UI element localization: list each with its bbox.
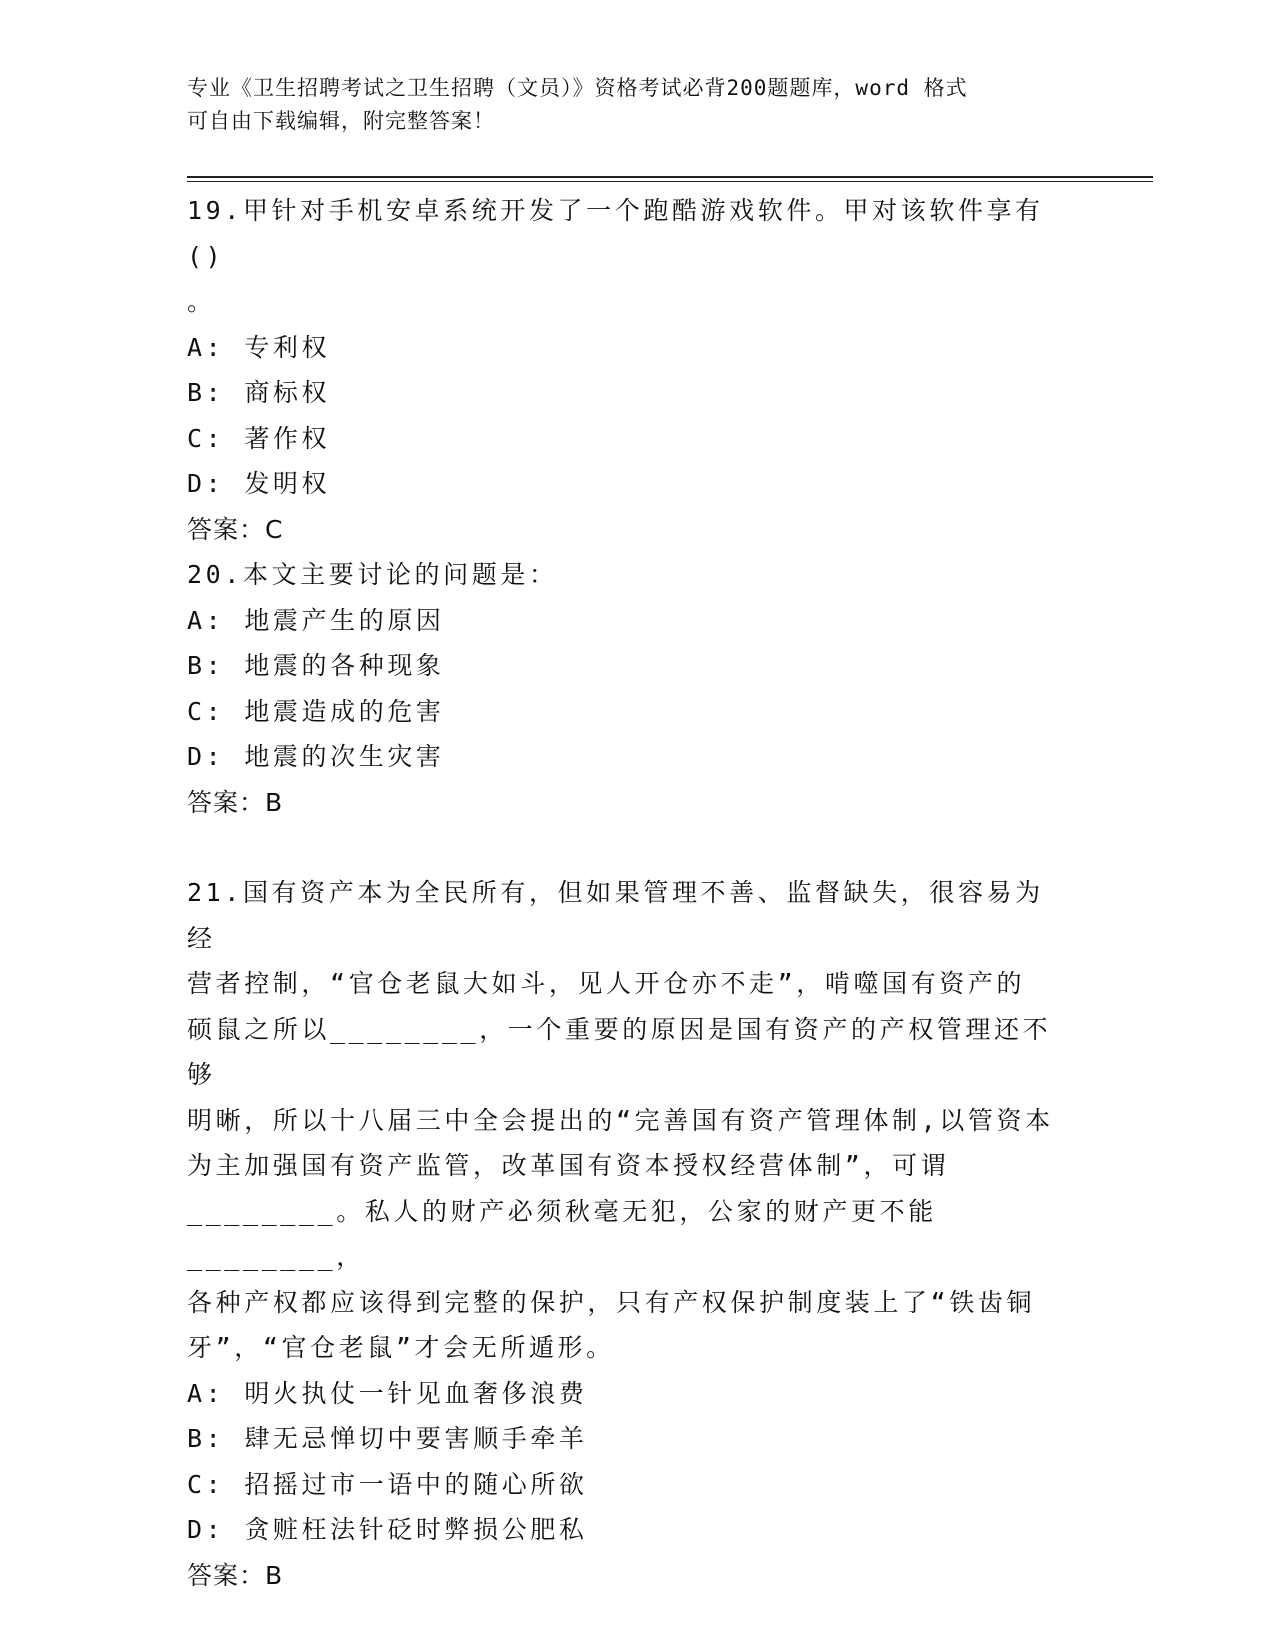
option-text: 专利权	[244, 332, 331, 362]
option-text: 商标权	[244, 378, 331, 407]
question-stem-line: 21.国有资产本为全民所有，但如果管理不善、监督缺失，很容易为经	[187, 878, 1044, 953]
option-letter: B:	[187, 651, 225, 680]
option-letter: C:	[187, 423, 225, 453]
header-divider-thin	[187, 181, 1153, 182]
option-text: 地震的次生灾害	[244, 742, 445, 771]
answer-line: 答案：C	[187, 514, 284, 544]
option-letter: C:	[187, 1469, 225, 1499]
option-a	[187, 598, 1067, 644]
document-header	[187, 72, 1087, 138]
option-b	[187, 643, 1067, 689]
option-b	[187, 1416, 1067, 1462]
option-d	[187, 1507, 1067, 1553]
option-d	[187, 461, 1067, 507]
question-stem-line: 牙”，“官仓老鼠”才会无所遁形。	[187, 1333, 615, 1362]
question-stem-line: 为主加强国有资产监管，改革国有资本授权经营体制”，可谓	[187, 1151, 950, 1180]
option-letter: D:	[187, 1515, 225, 1544]
header-line-2: 可自由下载编辑，附完整答案！	[187, 109, 495, 133]
question-19	[187, 188, 1067, 552]
question-21	[187, 870, 1067, 1598]
option-a	[187, 325, 1067, 371]
option-text: 明火执仗一针见血奢侈浪费	[244, 1378, 588, 1408]
header-divider-thick	[187, 176, 1153, 178]
option-letter: D:	[187, 742, 225, 771]
question-stem-line: 硕鼠之所以________，一个重要的原因是国有资产的产权管理还不够	[187, 1014, 1052, 1089]
option-text: 招摇过市一语中的随心所欲	[244, 1469, 588, 1499]
option-d	[187, 734, 1067, 780]
question-stem-line: ________。私人的财产必须秋毫无犯，公家的财产更不能________，	[187, 1196, 937, 1271]
option-letter: C:	[187, 696, 225, 726]
option-text: 贪赃枉法针砭时弊损公肥私	[244, 1515, 588, 1544]
option-text: 地震的各种现象	[244, 651, 445, 680]
option-a	[187, 1371, 1067, 1417]
option-letter: A:	[187, 1378, 225, 1408]
question-20	[187, 552, 1067, 825]
question-stem-line: 20.本文主要讨论的问题是：	[187, 560, 558, 589]
answer-line: 答案：B	[187, 787, 284, 817]
option-c	[187, 416, 1067, 462]
option-b	[187, 370, 1067, 416]
option-c	[187, 1462, 1067, 1508]
option-c	[187, 689, 1067, 735]
question-stem-line: 19.甲针对手机安卓系统开发了一个跑酷游戏软件。甲对该软件享有()	[187, 196, 1044, 271]
option-text: 地震产生的原因	[244, 605, 445, 635]
question-stem-line: 明晰，所以十八届三中全会提出的“完善国有资产管理体制,以管资本	[187, 1105, 1054, 1135]
option-letter: B:	[187, 378, 225, 407]
option-text: 发明权	[244, 469, 331, 498]
option-letter: B:	[187, 1424, 225, 1453]
answer-line: 答案：B	[187, 1560, 284, 1590]
option-letter: A:	[187, 605, 225, 635]
option-text: 肆无忌惮切中要害顺手牵羊	[244, 1424, 588, 1453]
question-stem-line: 。	[187, 287, 216, 316]
option-text: 著作权	[244, 423, 331, 453]
option-letter: D:	[187, 469, 225, 498]
question-stem-line: 营者控制，“官仓老鼠大如斗，见人开仓亦不走”，啃噬国有资产的	[187, 969, 1026, 998]
option-text: 地震造成的危害	[244, 696, 445, 726]
option-letter: A:	[187, 332, 225, 362]
header-line-1: 专业《卫生招聘考试之卫生招聘（文员）》资格考试必背200题题库，word 格式	[187, 76, 968, 100]
question-stem-line: 各种产权都应该得到完整的保护，只有产权保护制度装上了“铁齿铜	[187, 1287, 1036, 1317]
